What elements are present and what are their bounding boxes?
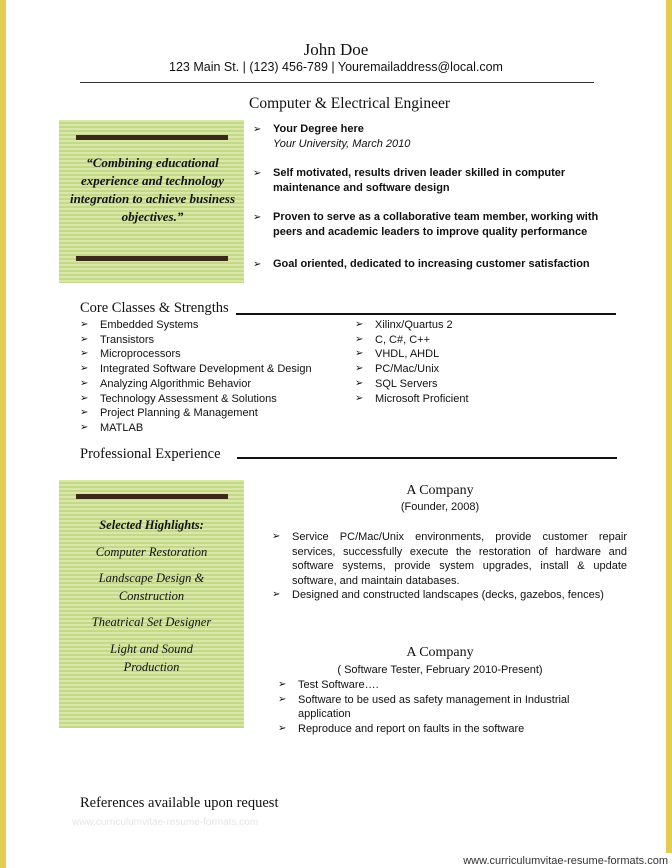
highlight-item: Theatrical Set Designer	[91, 615, 212, 629]
company-role: (Founder, 2008)	[400, 501, 480, 513]
job-1-points	[272, 530, 627, 603]
arrowhead-bullet-icon: ➢	[355, 348, 364, 360]
arrowhead-bullet-icon: ➢	[80, 363, 89, 375]
highlight-item: Landscape Design & Construction	[98, 571, 205, 603]
summary-degree-item	[253, 122, 621, 152]
arrowhead-bullet-icon: ➢	[278, 679, 287, 690]
core-item: ➢ Analyzing Algorithmic Behavior	[80, 377, 252, 390]
job-point: ➢ Software to be used as safety management in Industrial application	[278, 693, 570, 721]
summary-item: ➢ Self motivated, results driven leader skilled in computer maintenance and software design	[253, 167, 566, 194]
arrowhead-bullet-icon: ➢	[272, 589, 281, 601]
arrowhead-bullet-icon: ➢	[355, 392, 364, 404]
summary-item: ➢ Goal oriented, dedicated to increasing customer satisfaction	[253, 258, 590, 270]
candidate-name: John Doe	[303, 40, 369, 59]
arrowhead-bullet-icon: ➢	[253, 212, 262, 223]
core-item: ➢ Integrated Software Development & Design	[80, 363, 312, 376]
arrowhead-bullet-icon: ➢	[80, 407, 89, 419]
arrowhead-bullet-icon: ➢	[278, 722, 287, 734]
core-item: ➢ PC/Mac/Unix	[355, 363, 440, 376]
arrowhead-bullet-icon: ➢	[80, 348, 89, 360]
highlight-item: Light and Sound Production	[110, 642, 193, 674]
core-list-right	[355, 318, 469, 406]
highlights-box-top-bar	[76, 494, 228, 499]
core-item: ➢ Project Planning & Management	[80, 407, 258, 420]
arrowhead-bullet-icon: ➢	[272, 531, 281, 542]
header-divider	[80, 82, 594, 83]
core-list-left	[80, 318, 312, 436]
core-heading-rule	[236, 313, 616, 315]
highlights-title: Selected Highlights:	[99, 518, 204, 532]
highlight-item: Computer Restoration	[95, 545, 208, 559]
arrowhead-bullet-icon: ➢	[80, 333, 89, 345]
core-item: ➢ SQL Servers	[355, 377, 438, 390]
core-heading: Core Classes & Strengths	[80, 300, 229, 316]
arrowhead-bullet-icon: ➢	[80, 392, 89, 404]
core-item: ➢ Embedded Systems	[80, 319, 199, 331]
arrowhead-bullet-icon: ➢	[355, 377, 364, 389]
arrowhead-bullet-icon: ➢	[80, 377, 89, 389]
company-name: A Company	[406, 645, 474, 660]
quote-box-bottom-bar	[76, 256, 228, 261]
university: Your University, March 2010	[273, 138, 411, 150]
core-item: ➢ C, C#, C++	[355, 333, 431, 346]
arrowhead-bullet-icon: ➢	[253, 259, 262, 270]
arrowhead-bullet-icon: ➢	[80, 421, 89, 433]
arrowhead-bullet-icon: ➢	[355, 333, 364, 345]
core-item: ➢ Xilinx/Quartus 2	[355, 319, 453, 331]
core-item: ➢ Microsoft Proficient	[355, 392, 469, 405]
company-role: ( Software Tester, February 2010-Present)	[337, 664, 543, 676]
watermark-text: www.curriculumvitae-resume-formats.com	[72, 817, 259, 828]
core-item: ➢ VHDL, AHDL	[355, 348, 440, 361]
summary-list	[253, 122, 621, 272]
arrowhead-bullet-icon: ➢	[253, 168, 262, 179]
experience-heading-rule	[237, 457, 617, 459]
job-title: Computer & Electrical Engineer	[249, 95, 450, 112]
job-point: ➢ Service PC/Mac/Unix environments, provide customer repair services, successfully execute the restoration of hardware and software systems, provide system upgrades, install & update software, and maintain databases.	[272, 531, 627, 587]
job-point: ➢ Reproduce and report on faults in the software	[278, 722, 525, 735]
arrowhead-bullet-icon: ➢	[278, 693, 287, 705]
company-name: A Company	[406, 483, 474, 498]
degree: Your Degree here	[273, 123, 364, 135]
job-point: ➢ Test Software….	[278, 679, 379, 691]
quote-box-top-bar	[76, 135, 228, 140]
arrowhead-bullet-icon: ➢	[355, 319, 364, 330]
job-point: ➢ Designed and constructed landscapes (decks, gazebos, fences)	[272, 589, 604, 602]
job-2-points	[278, 678, 598, 736]
core-item: ➢ Technology Assessment & Solutions	[80, 392, 277, 405]
experience-heading: Professional Experience	[80, 446, 221, 462]
core-item: ➢ Transistors	[80, 333, 154, 346]
footer-url[interactable]: www.curriculumvitae-resume-formats.com	[455, 853, 672, 868]
arrowhead-bullet-icon: ➢	[253, 124, 262, 135]
arrowhead-bullet-icon: ➢	[355, 363, 364, 375]
contact-line: 123 Main St. | (123) 456-789 | Youremailaddress@local.com	[169, 60, 503, 74]
references-note: References available upon request	[80, 795, 279, 811]
core-item: ➢ Microprocessors	[80, 348, 181, 361]
arrowhead-bullet-icon: ➢	[80, 319, 89, 330]
summary-item: ➢ Proven to serve as a collaborative team member, working with peers and academic leaders to improve quality performance	[253, 211, 599, 238]
core-item: ➢ MATLAB	[80, 421, 144, 434]
mission-quote: “Combining educational experience and technology integration to achieve business objectives.”	[69, 155, 236, 224]
